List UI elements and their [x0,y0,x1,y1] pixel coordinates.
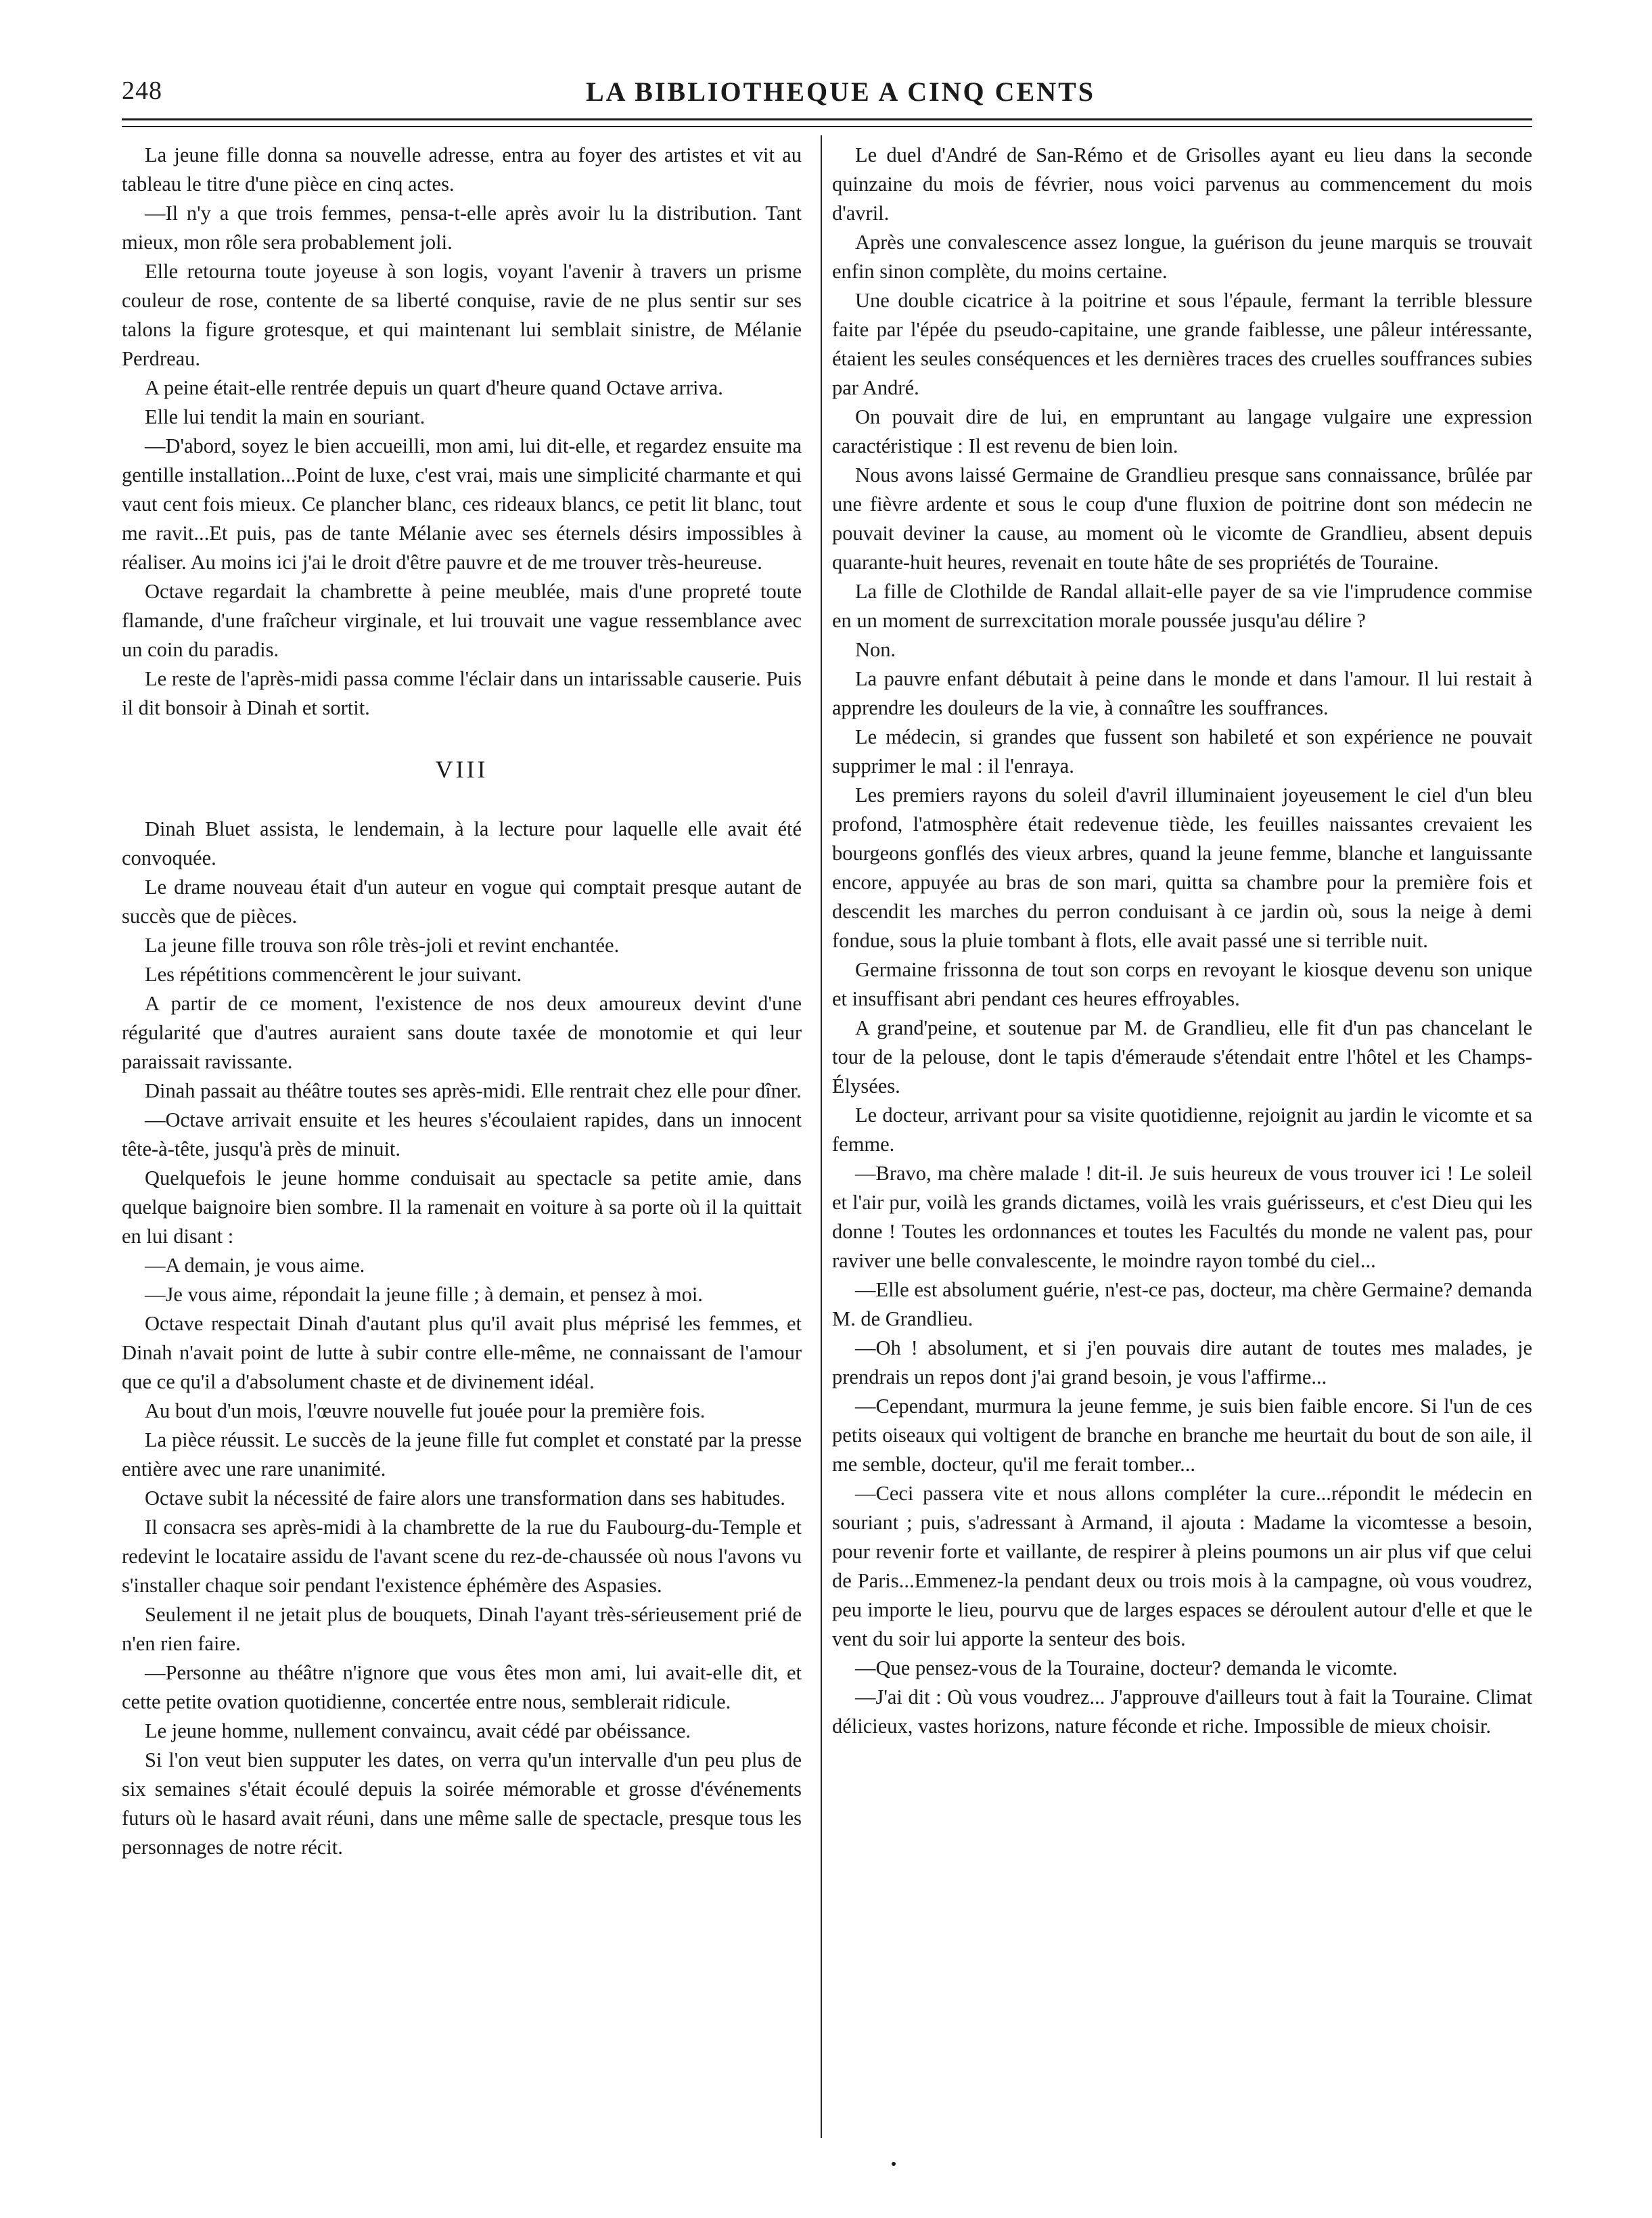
header-rule-bottom [122,126,1532,127]
paragraph: Le drame nouveau était d'un auteur en vogue qui comptait presque autant de succès que de pièces. [122,876,802,928]
column-divider [821,135,822,2138]
paragraph: Le reste de l'après-midi passa comme l'éclair dans un intarissable causerie. Puis il dit bonsoir à Dinah et sortit. [122,667,802,719]
paragraph: Dinah passait au théâtre toutes ses après-midi. Elle rentrait chez elle pour dîner. [145,1079,802,1102]
paragraph: Les premiers rayons du soleil d'avril illuminaient joyeusement le ciel d'un bleu profond, l'atmosphère était redevenue tiède, les feuilles naissantes crevaient les bourgeons gonflés des vieux arbres, quand la jeune femme, blanche et languissante encore, appuyée au bras de son mari, quitta sa chambre pour la première fois et descendit les marches du perron conduisant à ce jardin où, sous la neige à demi fondue, sous la pluie tombant à flots, elle avait passé une si terrible nuit. [832,784,1532,952]
paragraph: Elle lui tendit la main en souriant. [145,405,426,428]
paragraph: —Personne au théâtre n'ignore que vous êtes mon ami, lui avait-elle dit, et cette petite ovation quotidienne, concertée entre nous, semblerait ridicule. [122,1661,802,1713]
page-header [122,76,1532,116]
paragraph: A peine était-elle rentrée depuis un quart d'heure quand Octave arriva. [145,376,723,399]
left-paragraphs-after [122,815,802,1862]
paragraph: Octave respectait Dinah d'autant plus qu'il avait plus méprisé les femmes, et Dinah n'avait point de lutte à subir contre elle-même, ne connaissant de l'amour que ce qu'il a d'absolument chaste et de divinement idéal. [122,1312,802,1393]
paragraph: —Il n'y a que trois femmes, pensa-t-elle après avoir lu la distribution. Tant mieux, mon rôle sera probablement joli. [122,202,802,254]
paragraph: —A demain, je vous aime. [145,1254,365,1277]
paragraph: Une double cicatrice à la poitrine et sous l'épaule, fermant la terrible blessure faite par l'épée du pseudo-capitaine, une grande faiblesse, une pâleur intéressante, étaient les seules conséquences et les dernières traces des cruelles souffrances subies par André. [832,289,1532,399]
paragraph: Après une convalescence assez longue, la guérison du jeune marquis se trouvait enfin sinon complète, du moins certaine. [832,231,1532,283]
header-rule-top [122,118,1532,120]
paragraph: Dinah Bluet assista, le lendemain, à la lecture pour laquelle elle avait été convoquée. [122,817,802,869]
paragraph: Non. [855,638,896,661]
paragraph: Le jeune homme, nullement convaincu, avait cédé par obéissance. [145,1719,691,1742]
paragraph: La fille de Clothilde de Randal allait-elle payer de sa vie l'imprudence commise en un moment de surrexcitation morale poussée jusqu'au délire ? [832,580,1532,632]
paragraph: Seulement il ne jetait plus de bouquets, Dinah l'ayant très-sérieusement prié de n'en rien faire. [122,1603,802,1655]
paragraph: —Cependant, murmura la jeune femme, je suis bien faible encore. Si l'un de ces petits oiseaux qui voltigent de branche en branche me heurtait du bout de son aile, il me semble, docteur, qu'il me ferait tomber... [832,1395,1532,1476]
paragraph: Les répétitions commencèrent le jour suivant. [145,963,522,986]
paragraph: —J'ai dit : Où vous voudrez... J'approuve d'ailleurs tout à fait la Touraine. Climat délicieux, vastes horizons, nature féconde et riche. Impossible de mieux choisir. [832,1685,1532,1738]
paragraph: —Bravo, ma chère malade ! dit-il. Je suis heureux de vous trouver ici ! Le soleil et l'air pur, voilà les grands dictames, voilà les vrais guérisseurs, et c'est Dieu qui les donne ! Toutes les ordonnances et toutes les Facultés du monde ne valent pas, pour raviver une belle convalescente, le moindre rayon tombé du ciel... [832,1162,1532,1272]
left-column [122,141,802,1862]
paragraph: On pouvait dire de lui, en empruntant au langage vulgaire une expression caractéristique : Il est revenu de bien loin. [832,405,1532,457]
paragraph: La pauvre enfant débutait à peine dans le monde et dans l'amour. Il lui restait à apprendre les douleurs de la vie, à connaître les souffrances. [832,667,1532,719]
left-paragraphs-before [122,141,802,723]
paragraph: —Oh ! absolument, et si j'en pouvais dire autant de toutes mes malades, je prendrais un repos dont j'ai grand besoin, je vous l'affirme... [832,1336,1532,1388]
paragraph: Octave regardait la chambrette à peine meublée, mais d'une propreté toute flamande, d'une fraîcheur virginale, et lui trouvait une vague ressemblance avec un coin du paradis. [122,580,802,661]
paragraph: Quelquefois le jeune homme conduisait au spectacle sa petite amie, dans quelque baignoire bien sombre. Il la ramenait en voiture à sa porte où il la quittait en lui disant : [122,1167,802,1248]
paragraph: Au bout d'un mois, l'œuvre nouvelle fut jouée pour la première fois. [145,1399,706,1422]
paragraph: La pièce réussit. Le succès de la jeune fille fut complet et constaté par la presse entière avec une rare unanimité. [122,1428,802,1480]
paragraph: —Que pensez-vous de la Touraine, docteur? demanda le vicomte. [855,1656,1398,1679]
paragraph: Le docteur, arrivant pour sa visite quotidienne, rejoignit au jardin le vicomte et sa femme. [832,1104,1532,1156]
section-heading: VIII [435,756,488,783]
paragraph: Le duel d'André de San-Rémo et de Grisolles ayant eu lieu dans la seconde quinzaine du mois de février, nous voici parvenus au commencement du mois d'avril. [832,143,1532,225]
paragraph: A grand'peine, et soutenue par M. de Grandlieu, elle fit d'un pas chancelant le tour de la pelouse, dont le tapis d'émeraude s'étendait entre l'hôtel et les Champs-Élysées. [832,1016,1532,1097]
paragraph: Germaine frissonna de tout son corps en revoyant le kiosque devenu son unique et insuffisant abri pendant ces heures effroyables. [832,958,1532,1010]
paragraph: Il consacra ses après-midi à la chambrette de la rue du Faubourg-du-Temple et redevint le locataire assidu de l'avant scene du rez-de-chaussée où nous l'avons vu s'installer chaque soir pendant l'existence éphémère des Aspasies. [122,1516,802,1597]
running-title: LA BIBLIOTHEQUE A CINQ CENTS [585,76,1096,107]
paragraph: Si l'on veut bien supputer les dates, on verra qu'un intervalle d'un peu plus de six semaines s'était écoulé depuis la soirée mémorable et grosse d'événements futurs où le hasard avait réuni, dans une même salle de spectacle, presque tous les personnages de notre récit. [122,1748,802,1859]
page-number: 248 [122,76,162,105]
paragraph: Le médecin, si grandes que fussent son habileté et son expérience ne pouvait supprimer le mal : il l'enraya. [832,725,1532,777]
paragraph: —Elle est absolument guérie, n'est-ce pas, docteur, ma chère Germaine? demanda M. de Grandlieu. [832,1278,1532,1330]
print-speck [892,2162,896,2166]
paragraph: Elle retourna toute joyeuse à son logis, voyant l'avenir à travers un prisme couleur de rose, contente de sa liberté conquise, ravie de ne plus sentir sur ses talons la figure grotesque, et qui maintenant lui semblait sinistre, de Mélanie Perdreau. [122,260,802,370]
paragraph: Nous avons laissé Germaine de Grandlieu presque sans connaissance, brûlée par une fièvre ardente et sous le coup d'une fluxion de poitrine dont son médecin ne pouvait deviner la cause, au moment où le vicomte de Grandlieu, absent depuis quarante-huit heures, revenait en toute hâte de ses propriétés de Touraine. [832,463,1532,574]
paragraph: —Je vous aime, répondait la jeune fille ; à demain, et pensez à moi. [145,1283,703,1306]
paragraph: La jeune fille trouva son rôle très-joli et revint enchantée. [145,934,620,957]
paragraph: A partir de ce moment, l'existence de nos deux amoureux devint d'une régularité que d'autres auraient sans doute taxée de monotomie et qui leur paraissait ravissante. [122,992,802,1073]
right-column [832,141,1532,1741]
paragraph: Octave subit la nécessité de faire alors une transformation dans ses habitudes. [145,1487,785,1510]
paragraph: —Octave arrivait ensuite et les heures s'écoulaient rapides, dans un innocent tête-à-tête, jusqu'à près de minuit. [122,1108,802,1160]
paragraph: —D'abord, soyez le bien accueilli, mon ami, lui dit-elle, et regardez ensuite ma gentille installation...Point de luxe, c'est vrai, mais une simplicité charmante et qui vaut cent fois mieux. Ce plancher blanc, ces rideaux blancs, ce petit lit blanc, tout me ravit...Et puis, pas de tante Mélanie avec ses éternels désirs impossibles à réaliser. Au moins ici j'ai le droit d'être pauvre et de me trouver très-heureuse. [122,434,802,574]
paragraph: La jeune fille donna sa nouvelle adresse, entra au foyer des artistes et vit au tableau le titre d'une pièce en cinq actes. [122,143,802,196]
paragraph: —Ceci passera vite et nous allons compléter la cure...répondit le médecin en souriant ; puis, s'adressant à Armand, il ajouta : Madame la vicomtesse a besoin, pour revenir forte et vaillante, de respirer à pleins poumons un air plus vif que celui de Paris...Emmenez-la pendant deux ou trois mois à la campagne, où vous voudrez, peu importe le lieu, pourvu que de larges espaces se déroulent autour d'elle et que le vent du soir lui apporte la senteur des bois. [832,1482,1532,1650]
